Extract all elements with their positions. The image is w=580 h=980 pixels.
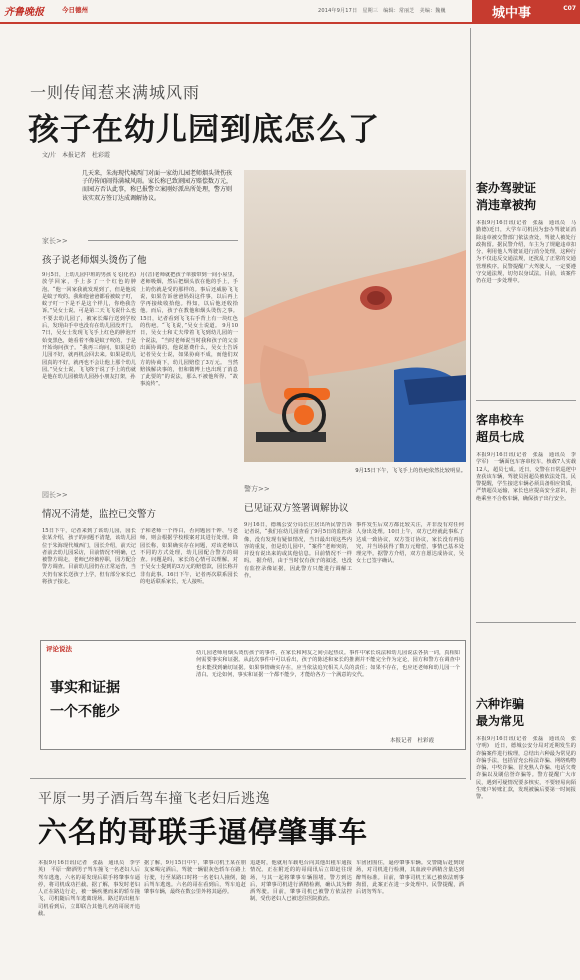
commentary-author: 本报记者 杜彩霞 xyxy=(390,738,435,744)
commentary-title: 事实和证据 一个不能少 xyxy=(50,680,120,720)
section-label-parents: 家长>> xyxy=(42,237,68,245)
article-column: 据了解，9月15日中午，肇事司机王某在朋友家喝完酒后，驾驶一辆银灰色轿车在路上行驶，行至某路口时将一名老妇人撞倒，随后驾车逃逸。六名的哥在看到后，驾车追赶肇事车辆，最终在数公里外将其逼停。 xyxy=(144,860,246,896)
divider xyxy=(476,622,576,623)
article-column: 9月5日，上幼儿园中班的男孩飞飞(化名)放学回家，手上多了一个红色的肿泡。“他一回家我就发现到了，但是他说是蚊子咬的。我和他爸爸都看被蚊子叮，蚊子叮一下是不是这个样儿，你绝我告诉。”吴女士说。可是第二天飞飞说什么也不要去幼儿园了，被家长爆行送到学校后，发现由手中也没有在幼儿园没开门。7日，吴女士发现飞飞手上红色的肿泡开始变黑色，她看着不像是蚊子咬的，于是开始询问孩子。“我再三询问，如果是幼儿园不好，就再机会回去来。如果是幼儿园真的不好，就再也不会让他上那个幼儿园。”吴女士说，飞飞终于说了手上的伤就是他在幼儿园被幼儿园孙小朋友打架，孙 xyxy=(42,272,136,381)
sidebar-body-1: 本报9月16日讯(记者 张磊 通讯员 马勤德)近日，大学车司机因为套办驾驶证消除违章被交警部门依法查处，驾驶人被处行政拘留。据民警介绍，车主为了规避违章扣分，利用他人驾驶证进行消分处理，这种行为不仅违反交通法规，还扰乱了正常的交通管理秩序。民警提醒广大驾驶人，一定要遵守交通法规，切勿以身试法。目前，该案件仍在进一步处理中。 xyxy=(476,220,576,285)
commentary-label: 评论说法 xyxy=(46,645,72,653)
main-byline: 文/片 本报记者 杜彩霞 xyxy=(42,152,111,159)
section-label-principal: 园长>> xyxy=(42,491,68,499)
sidebar-title-3: 六种诈骗 最为常见 xyxy=(476,697,525,728)
header-rule xyxy=(0,22,580,24)
article-column: 事件发生后双方都比较关注，并非没有对任何人身出处理。10日上午，双方已经就此事私了达成一致协议，双方签订协议，家长没有再追究，并当场获得了数万元赔偿，事情已基本处理完毕。据警方介绍，双方自愿达成协议，吴女士已签字确认。 xyxy=(356,522,464,565)
newspaper-logo: 齐鲁晚报 xyxy=(4,7,44,18)
section-title-parents: 孩子说老师烟头烫伤了他 xyxy=(42,255,147,266)
commentary-body: 幼儿园老师用烟头烫伤孩子的事件，在家长和网友之间引起热议。事件中家长说法和幼儿园说法各执一词，真相如何需要事实和证据。从此次事件中可以看出，孩子的陈述和家长的推测并不能完全作为定论，园方和警方在调查中也未能找到确切证据。如果事情确实存在，应当依法追究相关人员的责任；如果不存在，也应还老师和幼儿园一个清白。无论如何，事实和证据一个都不能少，才能给各方一个满意的交代。 xyxy=(196,650,460,678)
section-title: 城中事 xyxy=(492,5,532,21)
article-column: 本报9月16日讯(记者 张磊 通讯员 李学英) 平原一醉酒男子驾车撞飞一名老妇人后驾车逃逸，六名的哥发现后联手将肇事车逼停，将司机成功拦截。据了解，事发时老妇人正在路边行走，被一辆疾驰而来的轿车撞飞，司机随后驾车逃离现场。路过的出租车司机看到后，立即联合其他几名的哥展开追截。 xyxy=(38,860,140,918)
section-label-police: 警方>> xyxy=(244,485,270,493)
second-headline: 六名的哥联手逼停肇事车 xyxy=(38,815,369,849)
main-kicker: 一则传闻惹来满城风雨 xyxy=(30,83,201,102)
section-title-principal: 情况不清楚，监控已交警方 xyxy=(42,509,157,520)
main-lead: 几天来，朱海现代城西门对面一家幼儿园老师烟头烫伤孩子的传闻闹得满城风雨。家长称已致割园方赔偿数万元，而园方否认此事，称已报警立案刚好派出所处理，警方则该实双方签订达成调解协议。 xyxy=(82,170,233,202)
edition-name: 今日德州 xyxy=(62,6,88,14)
sidebar-title-2: 客串校车 超员七成 xyxy=(476,413,525,444)
news-photo-burn-hand xyxy=(244,170,466,462)
section-tab xyxy=(472,0,580,22)
article-column: 车团团围住，逼停肇事车辆。交警随后赶到现场，对司机进行检测，其血液中酒精含量达到醉驾标准。目前，肇事司机王某已被依法刑事拘留，此案正在进一步处理中。民警提醒，酒后切勿驾车。 xyxy=(356,860,464,896)
article-column: 9月16日，德城公安分局长庄居出所民警告诉记者说，“我们在幼儿园查看了9月5日的监控录像，没有发现有疑似情况，当日最出现这些内容的重复，但是幼儿园中，“案件”老师突的，并没有说出来的或其他信息。目前情况不一样吗。 据介绍，由于当时仅有孩子的叙述，也没有监控录像证据，因此警方只能进行调解工作。 xyxy=(244,522,352,580)
second-kicker: 平原一男子酒后驾车撞飞老妇后逃逸 xyxy=(38,791,270,807)
page-number: C07 xyxy=(563,5,576,12)
divider xyxy=(476,400,576,401)
article-column: 子和老师一个得白，否问题因千钟、与老师，则会根据学校根案对其进行处理。降园长称，如果确实存在问题，对该老师以不同的方式处理，幼儿园配合警方的调查。问题是吗，家长的心情可以理解。对于吴女士提到的3万元的赔偿款，园长称并非有此事。16日下午，记者再次联系园长的电话联系家长，无人接听。 xyxy=(140,528,238,586)
divider xyxy=(30,778,466,779)
column-divider xyxy=(470,28,471,780)
divider xyxy=(88,240,238,241)
sidebar-title-1: 套办驾驶证 消违章被拘 xyxy=(476,181,537,212)
article-column: 15日下午，记者来到了该幼儿园，园长张某介绍，孩子的问题不清楚，该幼儿园位于朱海现代城西门，园长介绍，前天记者前去幼儿园采访，目前情况不明确，已被警方调走，老师已经被停职，园方配合警方调查。目前幼儿园仍在正常运营，当天仍有家长送孩子上学，但有部分家长已将孩子接走。 xyxy=(42,528,136,586)
photo-caption: 9月15日下午，飞飞手上的伤疤依然比较明显。 xyxy=(355,468,466,474)
article-column: 月(音)老师就把孩子单独带到一间小屋里，老师吸烟，然后把烟头放在他的手上，手上的伤就是受的那样的。事后还威胁飞飞说，如果告诉爸爸妈妈这件事，以后再上学再接续收拾他。得知，以后他还收拾他。而后，孩子在教他和烟头烫伤之事。 15日，记者看到飞飞右手背上有一块红色的伤疤。“飞飞说，”吴女士说道。 9月10日，吴女士和丈夫带着飞飞到幼儿园的一个说法，“当时老师说当时我和孩子的父亲出面协调的，他说愿费什么，吴女士告诉记者吴女士说，如果协商不成，而他们双方的协商下，幼儿园赔偿了3万元。 当然赔钱解决事的，但和微博上也出现了消息了此要的”的说法，那么不被他所得、“故事流传”。 xyxy=(140,272,238,388)
article-column: 追逐时，他就用车载电台向其他出租车通报情况。正在附近的的哥闻讯后立即赶往现场，与其一起将肇事车辆围堵。警方到达后，对肇事司机进行酒精检测，确认其为醉酒驾驶。目前，肇事司机已被警方依法控制，受伤老妇人已被送往医院救治。 xyxy=(250,860,352,903)
main-headline: 孩子在幼儿园到底怎么了 xyxy=(28,112,380,148)
issue-meta: 2014年9月17日 星期三 编辑：常丽芝 美编：魏巍 xyxy=(318,8,446,14)
sidebar-body-3: 本报9月16日讯(记者 张磊 通讯员 张守明) 近日，德城公安分局对近期发生的诈骗案件进行梳理，总结出六种最为常见的诈骗手法，包括冒充公检法诈骗、网络购物诈骗、中奖诈骗、冒充熟人诈骗、电话欠费诈骗以及刷信誉诈骗等。警方提醒广大市民，遇到可疑情况要多核实，不要轻易向陌生账户转账汇款，发现被骗后要第一时间报警。 xyxy=(476,736,576,801)
sidebar-body-2: 本报9月16日讯(记者 张磊 通讯员 李学军) 一辆面包车客串校车，核载7人实载12人，超员七成。近日，交警在日常巡逻中查获该车辆，驾驶员因超员被依法处罚。民警提醒，学生接送车辆必须具备相应资质，严禁超员运输，家长也应提高安全意识，拒绝乘坐不合格车辆，确保孩子出行安全。 xyxy=(476,452,576,502)
photo-illustration xyxy=(244,170,466,462)
section-title-police: 已见证双方签署调解协议 xyxy=(244,503,349,514)
